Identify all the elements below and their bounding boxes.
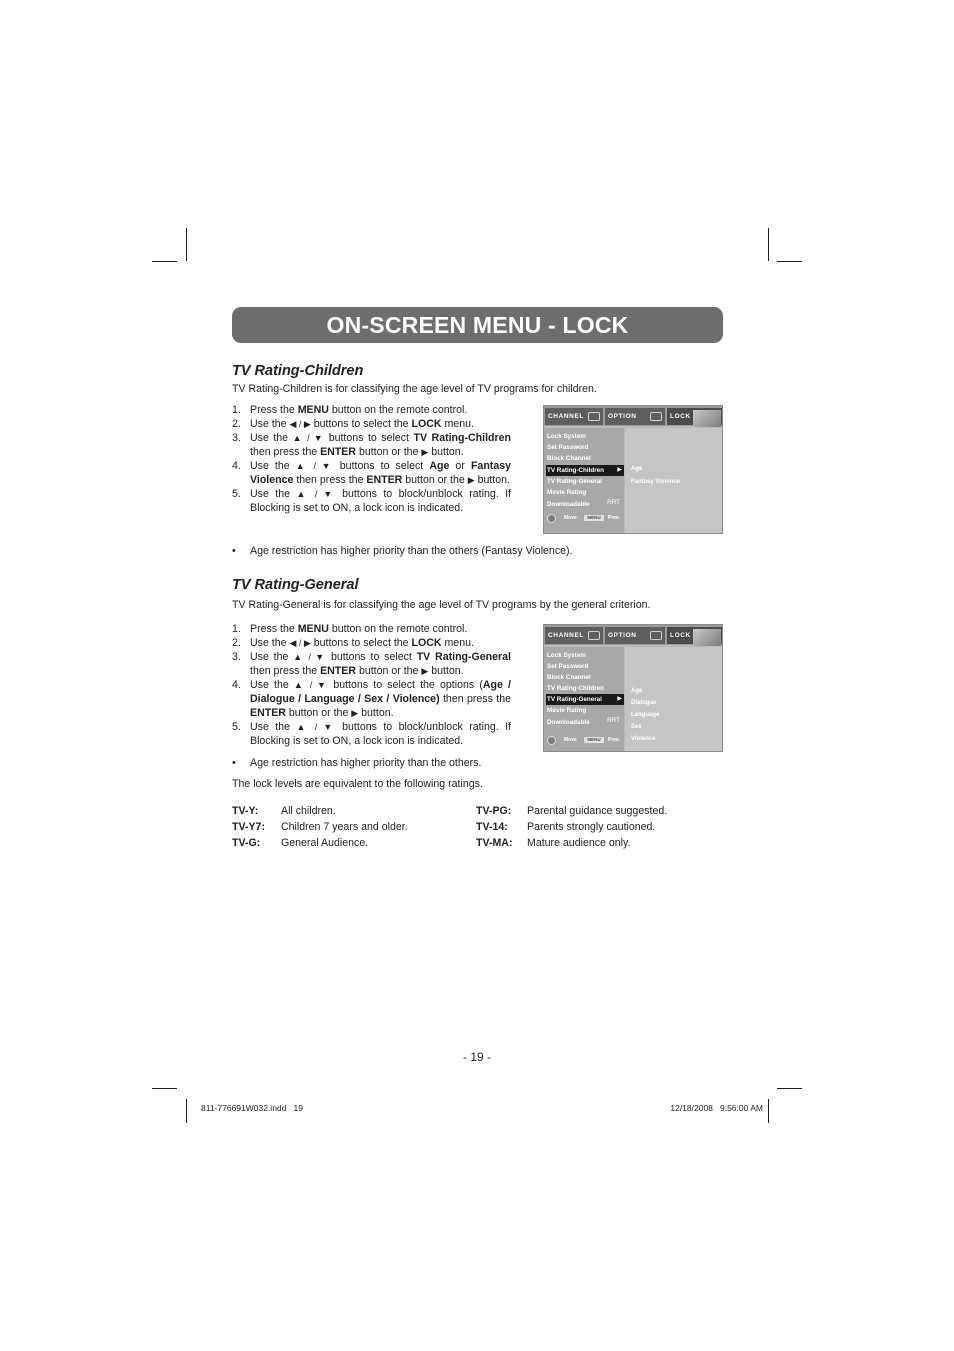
key-menu: MENU <box>297 404 329 416</box>
osd-option-violence: Violence <box>631 736 656 742</box>
step-number: 3. <box>232 432 241 444</box>
step-item <box>232 487 511 515</box>
bullet-note <box>232 544 740 558</box>
osd-option-dialogue: Dialogue <box>631 700 657 706</box>
osd-option-age: Age <box>631 466 643 472</box>
step-text: Use the <box>250 432 293 444</box>
rating-code: TV-PG: <box>476 805 512 817</box>
channel-icon <box>588 631 600 640</box>
step-text: button or the <box>285 707 352 719</box>
dpad-icon <box>547 514 556 523</box>
left-right-arrow-icon: ◀ / ▶ <box>289 419 311 429</box>
step-text: Use the <box>250 721 297 733</box>
step-item <box>232 622 511 636</box>
osd-tab-option: OPTION <box>605 408 665 425</box>
step-number: 5. <box>232 721 241 733</box>
key-tv-rating-general: TV Rating-General <box>416 651 511 663</box>
crop-mark <box>152 1088 177 1089</box>
osd-tab-lock: LOCK <box>667 408 723 425</box>
rating-code: TV-14: <box>476 821 508 833</box>
rating-desc: Mature audience only. <box>527 837 631 849</box>
step-text: Use the <box>250 679 294 691</box>
crop-mark <box>186 1099 187 1123</box>
osd-tab-lock: LOCK <box>667 627 723 644</box>
step-text: buttons to select <box>326 651 417 663</box>
rating-desc: All children. <box>281 805 336 817</box>
step-text: Use the <box>250 651 294 663</box>
up-down-arrow-icon: ▲ / ▼ <box>293 680 329 690</box>
right-arrow-icon: ▶ <box>617 467 622 473</box>
osd-option-language: Language <box>631 712 660 718</box>
rating-desc: Parents strongly cautioned. <box>527 821 656 833</box>
step-item <box>232 417 511 431</box>
step-text: then press the <box>250 665 321 677</box>
up-down-arrow-icon: ▲ / ▼ <box>295 461 334 471</box>
step-number: 1. <box>232 404 241 416</box>
step-text: button. <box>474 474 510 486</box>
step-item <box>232 720 511 748</box>
slug-timestamp: 12/18/2008 9:56:00 AM <box>670 1103 763 1113</box>
page-title: ON-SCREEN MENU - LOCK <box>232 307 723 343</box>
bullet-icon: • <box>232 545 236 557</box>
key-lock: LOCK <box>411 637 442 649</box>
step-text: button on the remote control. <box>328 623 468 635</box>
step-text: button. <box>428 665 464 677</box>
right-arrow-icon: ▶ <box>351 708 359 718</box>
lock-icon <box>693 410 721 427</box>
step-text: buttons to select <box>333 460 430 472</box>
step-text: Use the <box>250 460 296 472</box>
rating-desc: General Audience. <box>281 837 369 849</box>
step-text: button or the <box>356 665 422 677</box>
osd-option-fantasy-violence: Fantasy Violence <box>631 479 680 485</box>
key-options: Age / Dialogue / Language / Sex / Violence) <box>250 679 512 705</box>
step-text: Press the <box>250 404 298 416</box>
steps-list <box>232 622 511 748</box>
step-item <box>232 650 511 678</box>
up-down-arrow-icon: ▲ / ▼ <box>293 652 327 662</box>
option-icon <box>650 631 662 640</box>
step-text: buttons to select the <box>310 637 412 649</box>
osd-rrt-label: RRT <box>607 499 620 506</box>
up-down-arrow-icon: ▲ / ▼ <box>296 489 336 499</box>
rating-desc: Parental guidance suggested. <box>527 805 668 817</box>
left-right-arrow-icon: ◀ / ▶ <box>289 638 311 648</box>
key-enter: ENTER <box>250 707 286 719</box>
step-item <box>232 431 511 459</box>
right-arrow-icon: ▶ <box>421 447 429 457</box>
step-text: buttons to block/unblock rating. If Blocking is set to ON, a lock icon is indicated. <box>250 721 511 747</box>
bullet-icon: • <box>232 757 236 769</box>
step-item <box>232 678 511 720</box>
osd-item-set-password: Set Password <box>547 444 589 451</box>
step-text: buttons to select the <box>310 418 412 430</box>
step-number: 5. <box>232 488 241 500</box>
step-number: 1. <box>232 623 241 635</box>
osd-item-movie-rating: Movie Rating <box>547 489 587 496</box>
rating-desc: Children 7 years and older. <box>281 821 408 833</box>
rating-code: TV-Y7: <box>232 821 265 833</box>
osd-item-block-channel: Block Channel <box>547 455 591 462</box>
bullet-note <box>232 756 740 770</box>
key-fantasy-violence: Fantasy Violence <box>250 460 511 486</box>
osd-rrt-label: RRT <box>607 717 620 724</box>
slug-file-name: 811-776691W032.indd 19 <box>201 1103 303 1113</box>
osd-option-age: Age <box>631 688 643 694</box>
step-text: buttons to select the options ( <box>328 679 483 691</box>
right-arrow-icon: ▶ <box>467 475 475 485</box>
key-age: Age <box>429 460 450 472</box>
steps-list <box>232 403 511 515</box>
osd-tab-option: OPTION <box>605 627 665 644</box>
crop-mark <box>152 261 177 262</box>
step-text: Use the <box>250 488 297 500</box>
osd-tab-channel: CHANNEL <box>545 627 603 644</box>
osd-footer <box>547 513 623 523</box>
osd-item-downloadable: Downloadable RRT <box>547 717 620 726</box>
step-text: button. <box>428 446 464 458</box>
key-enter: ENTER <box>320 665 356 677</box>
osd-footer-menu: MENU <box>584 515 604 521</box>
key-tv-rating-children: TV Rating-Children <box>413 432 511 444</box>
step-number: 4. <box>232 679 241 691</box>
osd-item-tv-rating-children: TV Rating-Children ▶ <box>547 467 622 474</box>
osd-item-block-channel: Block Channel <box>547 674 591 681</box>
step-text: buttons to select <box>324 432 414 444</box>
rating-code: TV-G: <box>232 837 261 849</box>
osd-item-downloadable: Downloadable RRT <box>547 499 620 508</box>
osd-screenshot-tv-rating-children <box>543 405 723 534</box>
osd-screenshot-tv-rating-general <box>543 624 723 752</box>
osd-item-movie-rating: Movie Rating <box>547 707 587 714</box>
step-number: 2. <box>232 418 241 430</box>
step-text: or <box>449 460 471 472</box>
osd-footer-move: Move <box>564 515 577 521</box>
step-text: button or the <box>402 474 468 486</box>
osd-item-tv-rating-general: TV Rating-General <box>547 478 602 485</box>
step-text: menu. <box>441 637 474 649</box>
osd-tab-bar <box>544 406 722 426</box>
bullet-text: Age restriction has higher priority than the others (Fantasy Violence). <box>250 545 573 557</box>
key-enter: ENTER <box>366 474 403 486</box>
osd-footer-prev: Prev. <box>608 737 620 743</box>
section-heading-tv-rating-general: TV Rating-General <box>232 577 359 593</box>
step-text: then press the <box>250 446 321 458</box>
step-text: menu. <box>441 418 474 430</box>
osd-footer-menu: MENU <box>584 737 604 743</box>
osd-item-lock-system: Lock System <box>547 652 586 659</box>
step-text: button or the <box>356 446 422 458</box>
step-text: Use the <box>250 418 290 430</box>
osd-item-tv-rating-general: TV Rating-General ▶ <box>547 696 622 703</box>
crop-mark <box>186 228 187 261</box>
step-text: Press the <box>250 623 298 635</box>
step-text: button. <box>358 707 394 719</box>
step-number: 3. <box>232 651 241 663</box>
step-text: then press the <box>439 693 511 705</box>
crop-mark <box>768 228 769 261</box>
step-text: buttons to block/unblock rating. If Blocking is set to ON, a lock icon is indicated. <box>250 488 511 514</box>
osd-tab-bar <box>544 625 722 645</box>
page-number: - 19 - <box>462 1050 491 1064</box>
step-item <box>232 636 511 650</box>
rating-code: TV-Y: <box>232 805 259 817</box>
osd-item-lock-system: Lock System <box>547 433 586 440</box>
osd-option-sex: Sex <box>631 724 642 730</box>
option-icon <box>650 412 662 421</box>
ratings-table <box>232 803 722 853</box>
step-item <box>232 459 511 487</box>
step-text: then press the <box>293 474 367 486</box>
osd-footer <box>547 735 623 745</box>
key-lock: LOCK <box>411 418 442 430</box>
channel-icon <box>588 412 600 421</box>
key-enter: ENTER <box>320 446 356 458</box>
osd-tab-channel: CHANNEL <box>545 408 603 425</box>
bullet-text: Age restriction has higher priority than the others. <box>250 757 482 769</box>
step-number: 4. <box>232 460 241 472</box>
section-intro: TV Rating-General is for classifying the age level of TV programs by the general criterion. <box>232 599 651 611</box>
osd-item-tv-rating-children: TV Rating-Children <box>547 685 605 692</box>
osd-footer-prev: Prev. <box>608 515 620 521</box>
step-text: Use the <box>250 637 290 649</box>
step-number: 2. <box>232 637 241 649</box>
up-down-arrow-icon: ▲ / ▼ <box>292 433 325 443</box>
up-down-arrow-icon: ▲ / ▼ <box>296 722 336 732</box>
step-text: button on the remote control. <box>328 404 468 416</box>
osd-footer-move: Move <box>564 737 577 743</box>
rating-code: TV-MA: <box>476 837 513 849</box>
crop-mark <box>777 261 802 262</box>
key-menu: MENU <box>297 623 329 635</box>
crop-mark <box>777 1088 802 1089</box>
osd-item-set-password: Set Password <box>547 663 589 670</box>
right-arrow-icon: ▶ <box>617 696 622 702</box>
lock-levels-note: The lock levels are equivalent to the following ratings. <box>232 778 483 790</box>
dpad-icon <box>547 736 556 745</box>
section-intro: TV Rating-Children is for classifying the age level of TV programs for children. <box>232 383 597 395</box>
section-heading-tv-rating-children: TV Rating-Children <box>232 363 364 379</box>
crop-mark <box>768 1099 769 1123</box>
right-arrow-icon: ▶ <box>421 666 429 676</box>
lock-icon <box>693 629 721 646</box>
step-item <box>232 403 511 417</box>
